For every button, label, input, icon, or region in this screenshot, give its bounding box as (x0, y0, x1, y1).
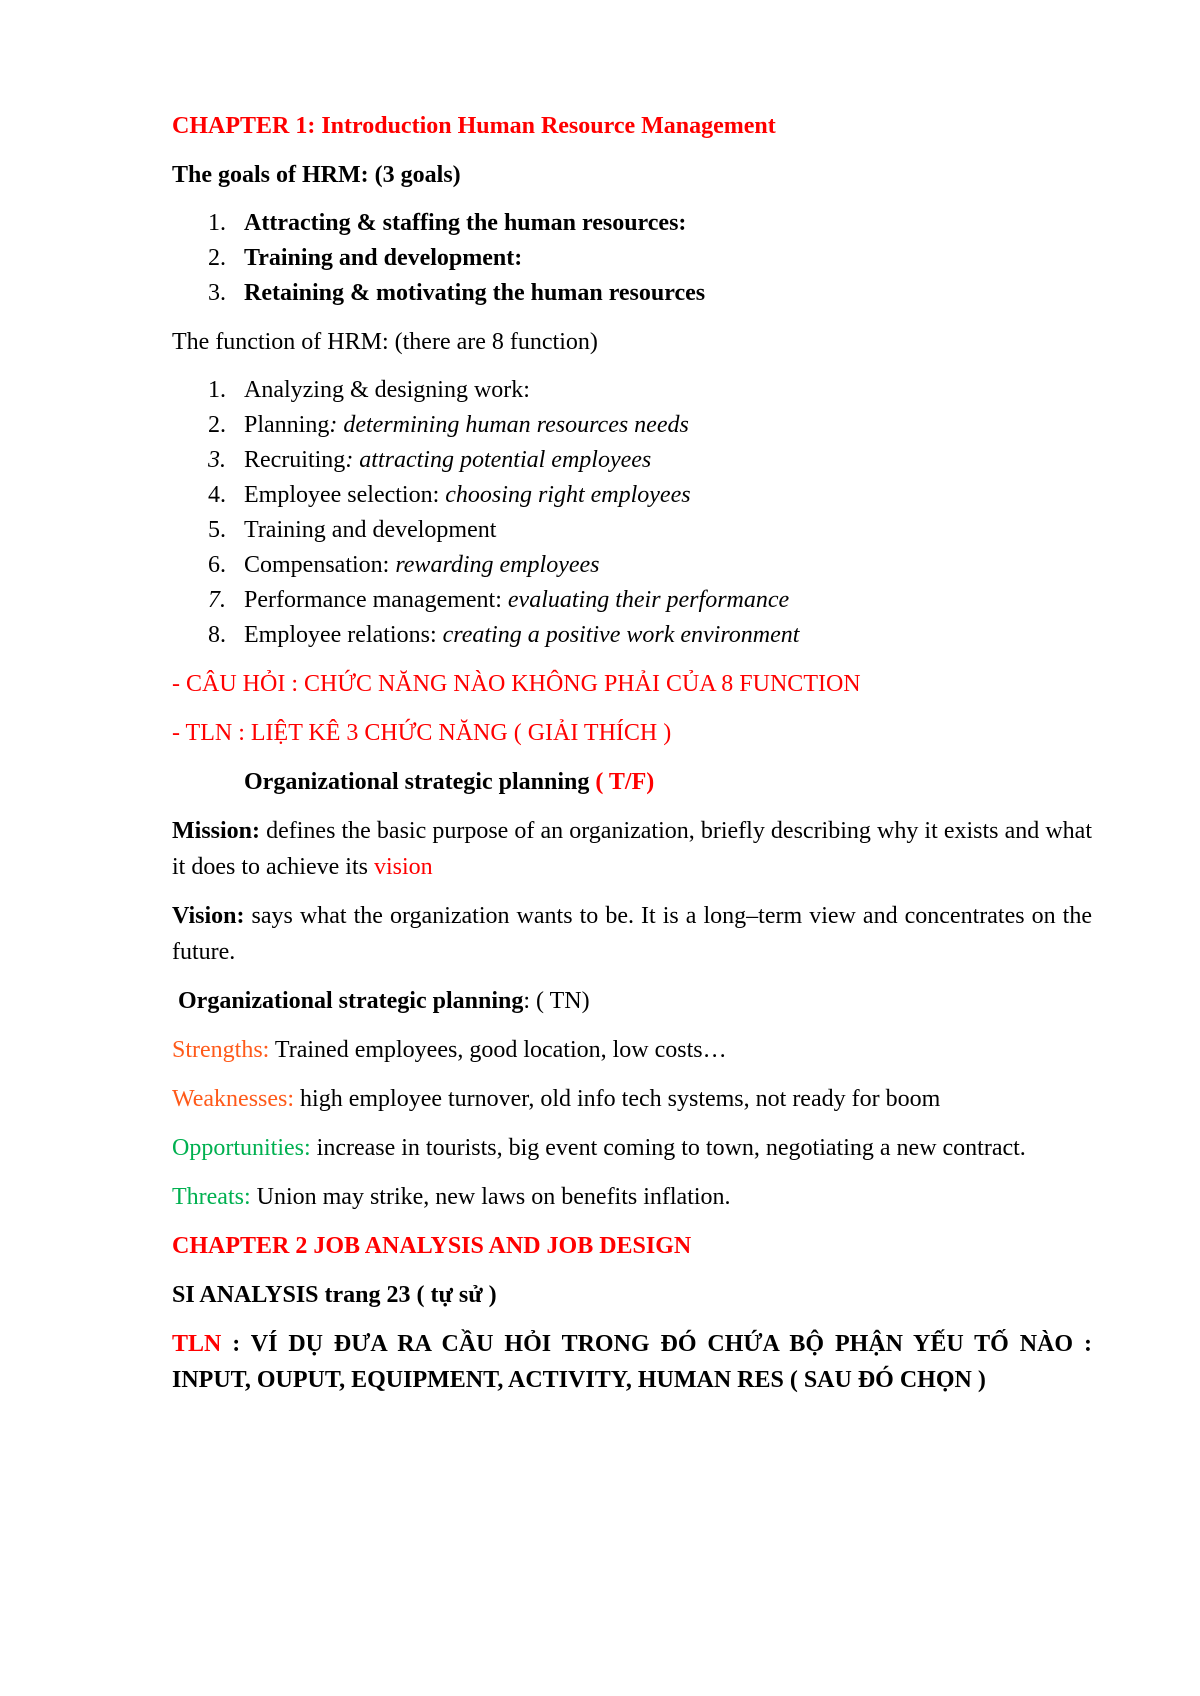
functions-list (172, 373, 1092, 653)
function-heading: The function of HRM: (there are 8 function) (172, 329, 598, 355)
document-page (172, 108, 1092, 1398)
osp2-heading: Organizational strategic planning: ( TN) (178, 988, 590, 1014)
list-item: 7. Performance management: evaluating their performance (208, 587, 790, 613)
goals-list (172, 206, 1092, 311)
osp-heading: Organizational strategic planning ( T/F) (244, 769, 655, 795)
opportunities-paragraph: Opportunities: increase in tourists, big event coming to town, negotiating a new contract. (172, 1135, 1026, 1161)
si-analysis-line: SI ANALYSIS trang 23 ( tự sử ) (172, 1282, 497, 1308)
threats-paragraph: Threats: Union may strike, new laws on benefits inflation. (172, 1184, 731, 1210)
mission-paragraph: Mission: defines the basic purpose of an organization, briefly describing why it exists and what it does to achieve its vision (172, 818, 1092, 880)
list-item: 4. Employee selection: choosing right employees (208, 482, 691, 508)
chapter2-title: CHAPTER 2 JOB ANALYSIS AND JOB DESIGN (172, 1233, 692, 1259)
list-item: 3. Retaining & motivating the human resources (208, 280, 706, 306)
list-item: 3. Recruiting: attracting potential employees (208, 447, 652, 473)
list-item: 5. Training and development (208, 517, 497, 543)
list-item: 6. Compensation: rewarding employees (208, 552, 600, 578)
goals-heading: The goals of HRM: (3 goals) (172, 162, 461, 188)
question-line-2: - TLN : LIỆT KÊ 3 CHỨC NĂNG ( GIẢI THÍCH ) (172, 720, 672, 746)
question-line-1: - CÂU HỎI : CHỨC NĂNG NÀO KHÔNG PHẢI CỦA 8 FUNCTION (172, 671, 861, 697)
vision-paragraph: Vision: says what the organization wants to be. It is a long–term view and concentrates on the future. (172, 903, 1092, 965)
strengths-paragraph: Strengths: Trained employees, good location, low costs… (172, 1037, 727, 1063)
list-item: 2. Training and development: (208, 245, 523, 271)
weaknesses-paragraph: Weaknesses: high employee turnover, old info tech systems, not ready for boom (172, 1086, 941, 1112)
list-item: 8. Employee relations: creating a positive work environment (208, 622, 800, 648)
list-item: 2. Planning: determining human resources needs (208, 412, 689, 438)
tln-paragraph: TLN : VÍ DỤ ĐƯA RA CẦU HỎI TRONG ĐÓ CHỨA BỘ PHẬN YẾU TỐ NÀO : INPUT, OUPUT, EQUIPMENT, ACTIVITY, HUMAN RES ( SAU ĐÓ CHỌN ) (172, 1331, 1092, 1393)
list-item: 1. Attracting & staffing the human resources: (208, 210, 687, 236)
chapter1-title: CHAPTER 1: Introduction Human Resource Management (172, 113, 776, 139)
list-item: 1. Analyzing & designing work: (208, 377, 530, 403)
